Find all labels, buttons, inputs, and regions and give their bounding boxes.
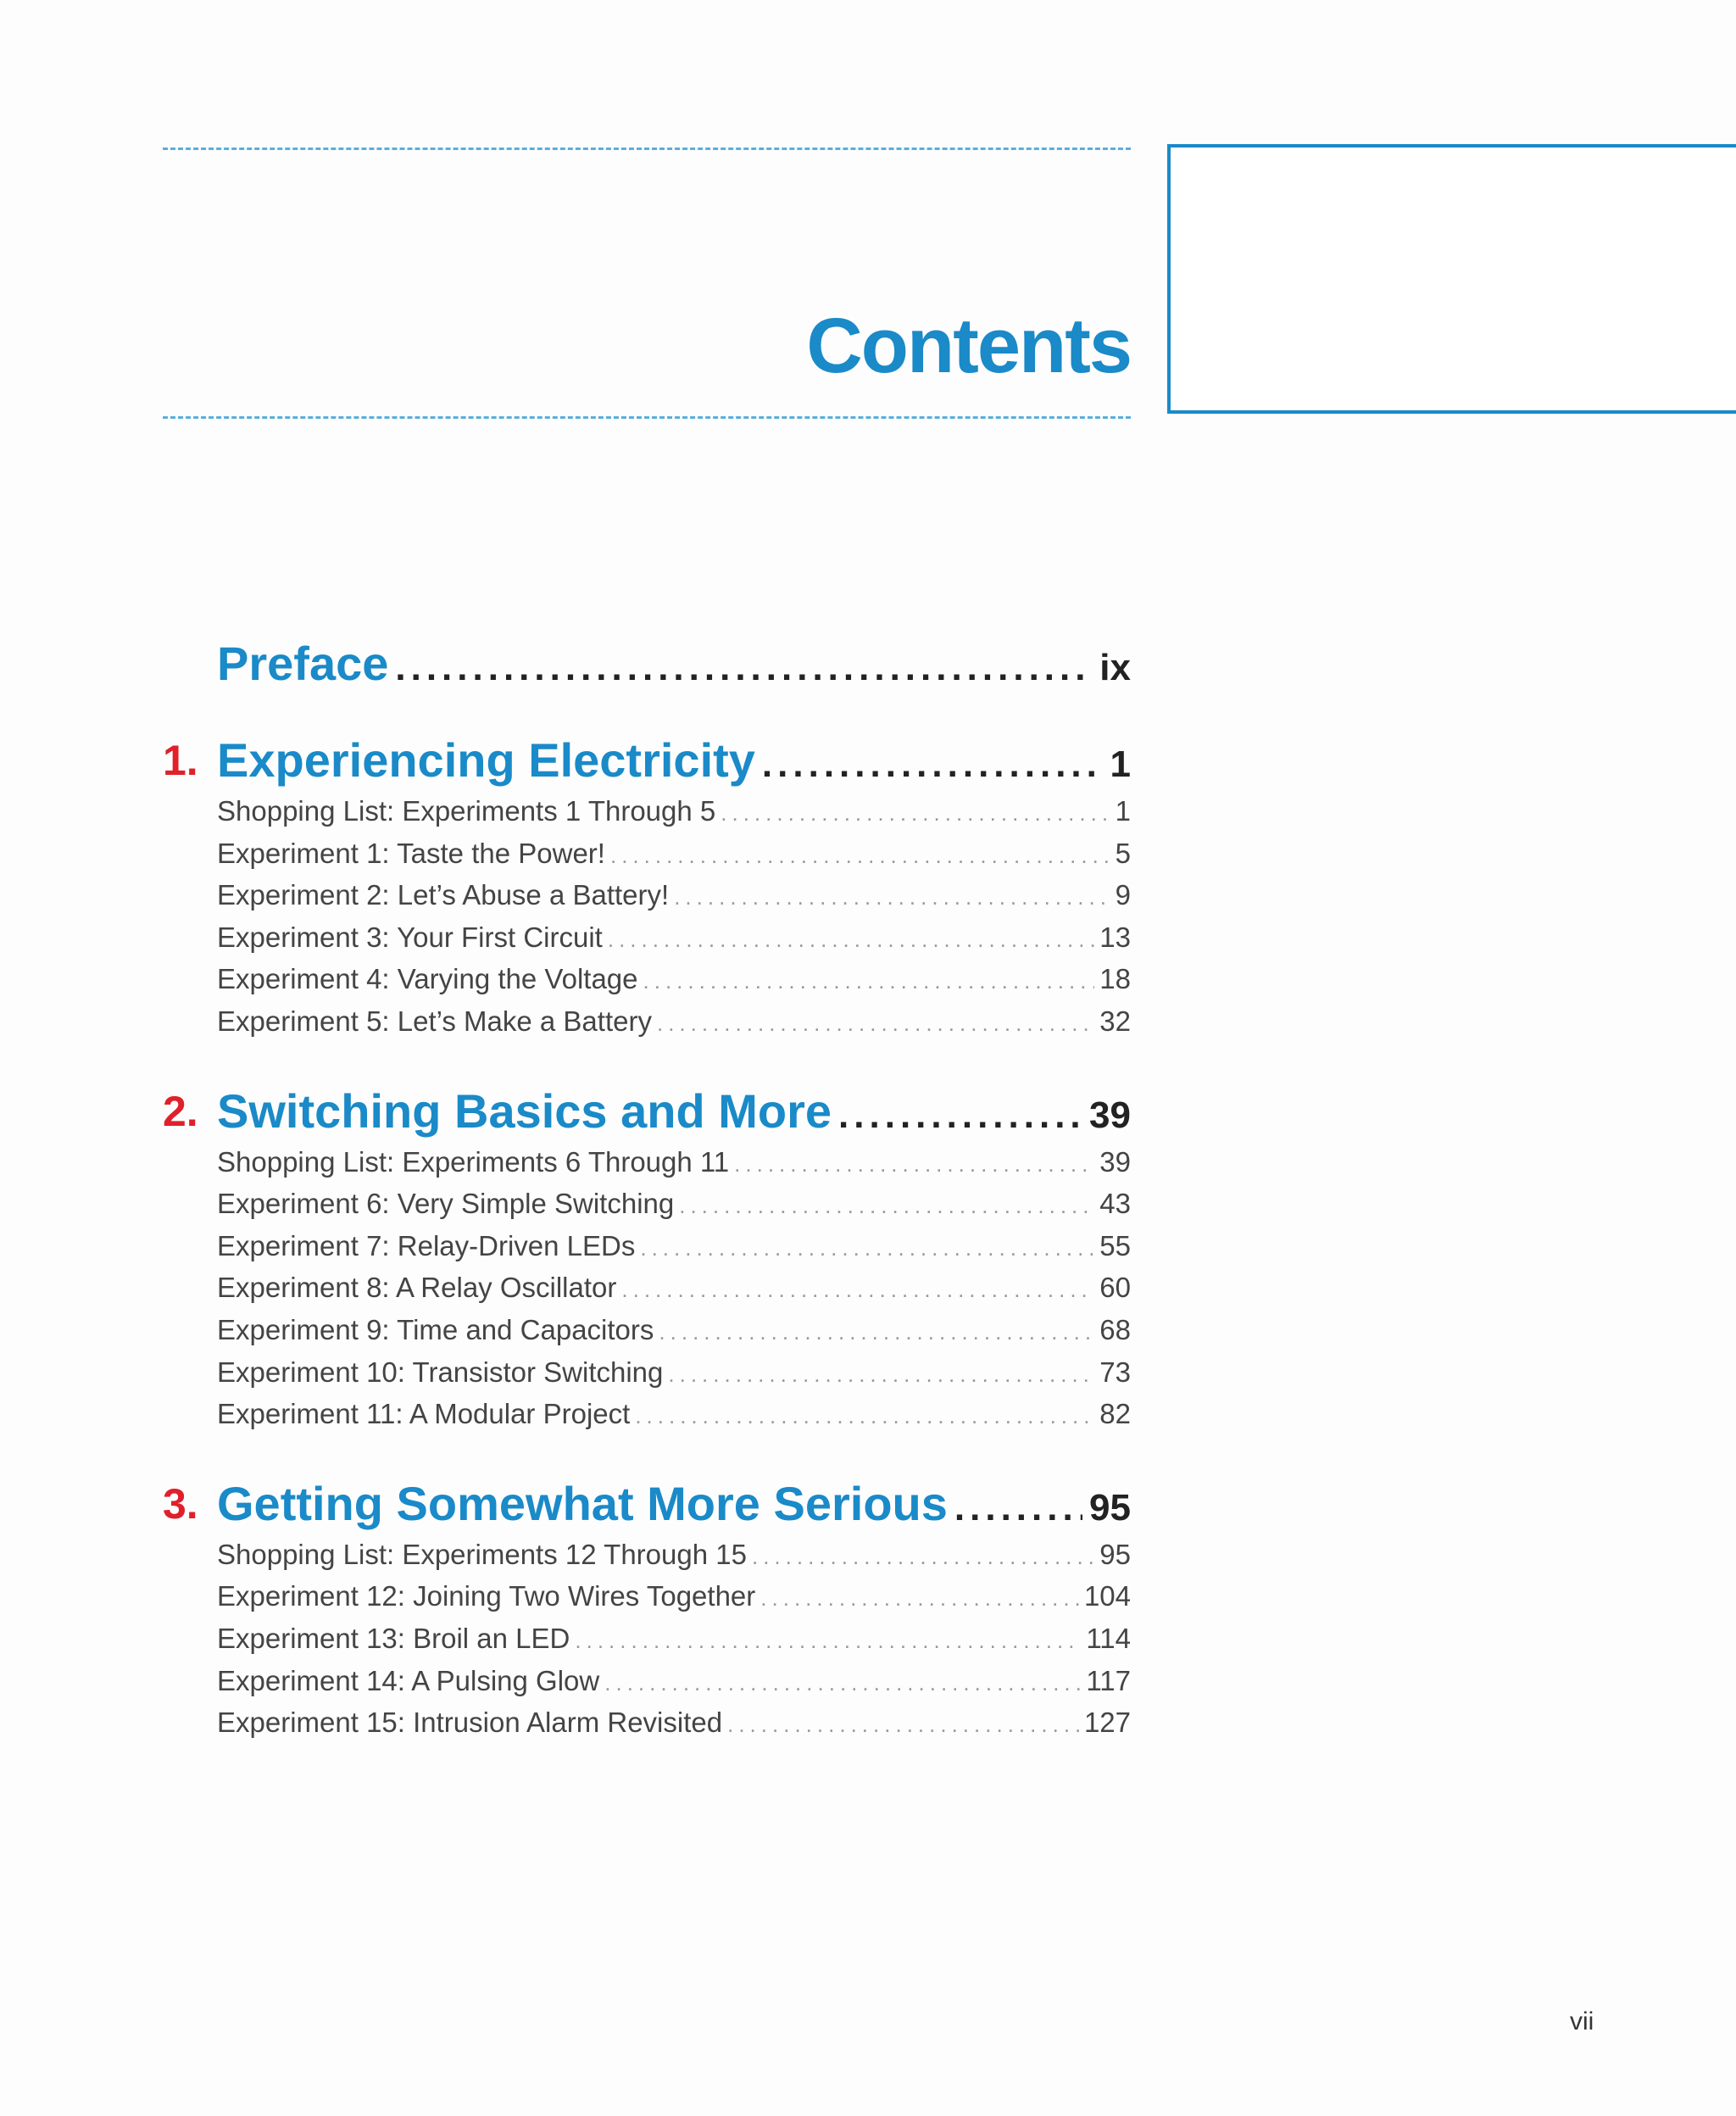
toc-entry[interactable] [217,832,1131,875]
entry-title: Experiment 4: Varying the Voltage [217,963,638,995]
dot-leader [640,1228,1094,1270]
page-title: Contents [806,303,1131,389]
dot-leader [721,793,1110,835]
toc-chapter-2[interactable] [163,1082,1131,1141]
toc-entry[interactable] [217,1000,1131,1043]
toc-entry[interactable] [217,1660,1131,1702]
dot-leader [610,835,1110,877]
entry-title: Shopping List: Experiments 6 Through 11 [217,1145,730,1178]
entry-title: Shopping List: Experiments 1 Through 5 [217,795,716,827]
entry-title: Experiment 13: Broil an LED [217,1622,570,1654]
dot-leader [727,1704,1079,1746]
dot-leader [621,1269,1094,1311]
page-number: vii [1570,2007,1594,2035]
entry-page: 60 [1099,1272,1131,1304]
dot-leader [752,1536,1094,1579]
entry-page: 104 [1083,1580,1131,1612]
toc-chapter-3[interactable] [163,1474,1131,1534]
entry-page: 1 [1115,795,1131,827]
dot-leader [674,877,1110,919]
chapter-title: Switching Basics and More [217,1083,832,1138]
toc-entry[interactable] [217,790,1131,832]
title-decoration-box [1167,144,1736,414]
toc-entry[interactable] [217,1351,1131,1394]
top-dashed-rule [163,148,1131,150]
chapter-page: 95 [1089,1486,1131,1529]
entry-title: Experiment 3: Your First Circuit [217,921,603,953]
chapter-number: 2. [163,1087,198,1135]
entry-page: 5 [1115,837,1131,869]
toc-entry[interactable] [217,1267,1131,1309]
entry-page: 117 [1086,1664,1131,1696]
chapter-title: Getting Somewhat More Serious [217,1476,948,1530]
toc-entry[interactable] [217,1618,1131,1660]
chapter-page: 1 [1110,743,1131,785]
entry-title: Experiment 6: Very Simple Switching [217,1188,675,1220]
chapter-title: Experiencing Electricity [217,733,755,787]
dot-leader [604,1662,1081,1705]
entry-page: 55 [1099,1229,1131,1261]
entry-page: 9 [1115,879,1131,911]
toc-entry[interactable] [217,1393,1131,1435]
dot-leader [657,1003,1094,1045]
entry-page: 43 [1099,1188,1131,1220]
dot-leader [575,1620,1081,1662]
dot-leader [668,1354,1094,1396]
dot-leader [643,961,1095,1003]
preface-page: ix [1099,647,1131,688]
toc-preface[interactable] [163,634,1131,693]
entry-page: 114 [1086,1622,1131,1654]
entry-title: Experiment 11: A Modular Project [217,1398,631,1430]
entry-title: Shopping List: Experiments 12 Through 15 [217,1538,747,1570]
entry-page: 39 [1099,1145,1131,1178]
entry-title: Experiment 1: Taste the Power! [217,837,605,869]
entry-page: 32 [1099,1005,1131,1037]
entry-title: Experiment 2: Let’s Abuse a Battery! [217,879,670,911]
entry-title: Experiment 5: Let’s Make a Battery [217,1005,652,1037]
entry-title: Experiment 9: Time and Capacitors [217,1313,654,1345]
dot-leader [734,1144,1094,1186]
dot-leader [760,1578,1079,1620]
toc-entry[interactable] [217,1225,1131,1267]
dot-leader [838,1086,1082,1145]
entry-page: 68 [1099,1313,1131,1345]
entry-page: 73 [1099,1356,1131,1388]
entry-title: Experiment 7: Relay-Driven LEDs [217,1229,636,1261]
entry-page: 95 [1099,1538,1131,1570]
toc-entry[interactable] [217,1309,1131,1351]
dot-leader [762,735,1104,794]
entry-page: 127 [1083,1707,1131,1739]
preface-title: Preface [217,637,389,690]
bottom-dashed-rule [163,416,1131,419]
dot-leader [635,1395,1094,1438]
entry-title: Experiment 12: Joining Two Wires Together [217,1580,756,1612]
toc-entry[interactable] [217,1575,1131,1618]
entry-title: Experiment 10: Transistor Switching [217,1356,664,1388]
toc-entry[interactable] [217,1183,1131,1225]
table-of-contents [163,634,1131,1744]
chapter-number: 3. [163,1479,198,1528]
entry-page: 13 [1099,921,1131,953]
toc-chapter-1[interactable] [163,731,1131,790]
entry-page: 18 [1099,963,1131,995]
dot-leader [954,1478,1082,1538]
toc-entry[interactable] [217,1534,1131,1576]
entry-title: Experiment 8: A Relay Oscillator [217,1272,617,1304]
entry-title: Experiment 14: A Pulsing Glow [217,1664,600,1696]
toc-entry[interactable] [217,874,1131,916]
entry-page: 82 [1099,1398,1131,1430]
dot-leader [679,1185,1094,1228]
toc-entry[interactable] [217,916,1131,959]
chapter-number: 1. [163,737,198,784]
toc-entry[interactable] [217,958,1131,1000]
dot-leader [608,919,1094,961]
dot-leader [395,638,1093,698]
dot-leader [659,1311,1094,1354]
chapter-page: 39 [1089,1094,1131,1136]
toc-entry[interactable] [217,1701,1131,1744]
toc-entry[interactable] [217,1141,1131,1183]
entry-title: Experiment 15: Intrusion Alarm Revisited [217,1707,723,1739]
